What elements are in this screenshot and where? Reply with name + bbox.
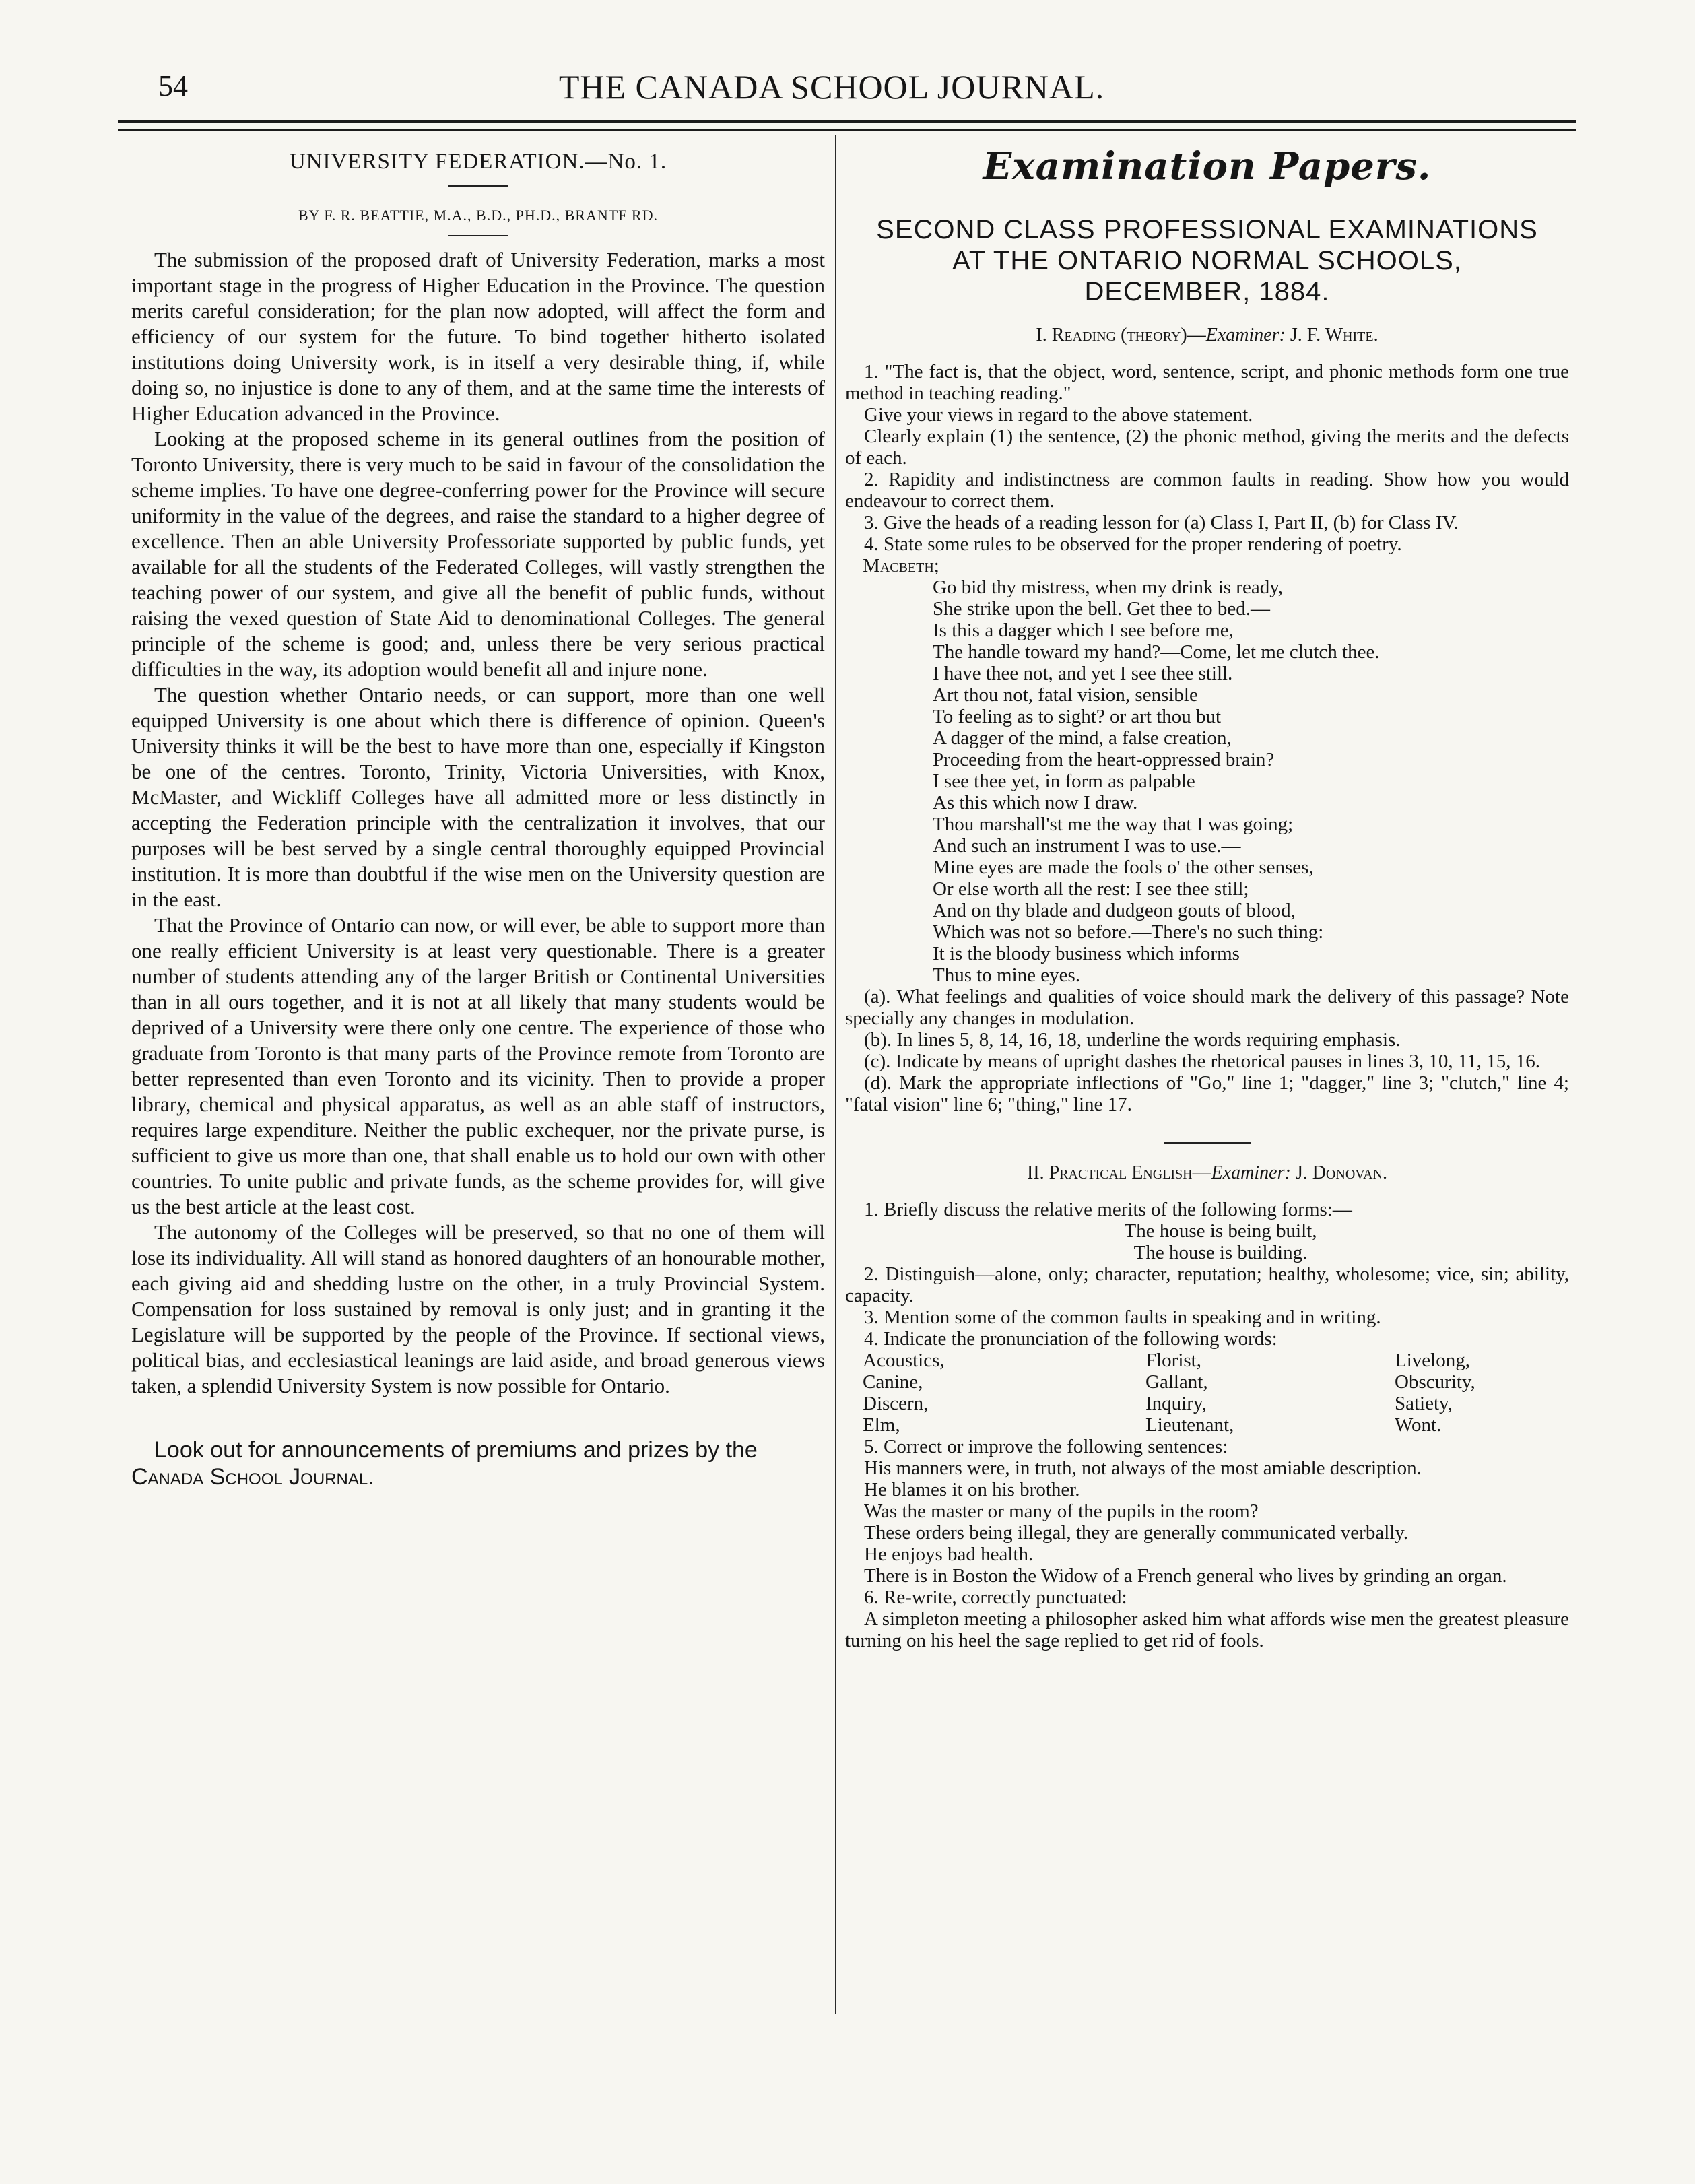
header-rule — [118, 120, 1576, 123]
macbeth-label: Macbeth; — [863, 555, 939, 576]
question: 2. Rapidity and indistinctness are common faults in reading. Show how you would endeavour to correct them. — [845, 469, 1569, 512]
verse-line: She strike upon the bell. Get thee to bed.— — [933, 598, 1270, 620]
question: 4. Indicate the pronunciation of the following words: — [864, 1328, 1277, 1350]
question: 1. "The fact is, that the object, word, sentence, script, and phonic methods form one true method in teaching reading." — [845, 361, 1569, 404]
verse-line: As this which now I draw. — [933, 792, 1138, 814]
article-title: UNIVERSITY FEDERATION.—No. 1. — [289, 150, 667, 174]
verse-line: It is the bloody business which informs — [933, 943, 1240, 964]
question: (d). Mark the appropriate inflections of "Go," line 1; "dagger," line 3; "clutch," line 4; "fatal vision" line 6; "thing," line 17. — [845, 1072, 1569, 1115]
reading-subtitle: (theory)— — [1121, 325, 1206, 345]
word: Discern, — [863, 1393, 929, 1414]
word: Livelong, — [1395, 1350, 1470, 1371]
question: Clearly explain (1) the sentence, (2) the phonic method, giving the merits and the defects of each. — [845, 426, 1569, 469]
word: Wont. — [1395, 1414, 1442, 1436]
article-body — [131, 247, 825, 1399]
paragraph: The question whether Ontario needs, or can support, more than one well equipped University is one about which there is difference of opinion. Queen's University thinks it will be the best to have more than one, especially if Kingston be one of the centres. Toronto, Trinity, Victoria Universities, with Knox, McMaster, and Wickliff Colleges have all admitted more or less distinctly in accepting the Federation principle with the centralization it involves, that our purposes will be best served by a single central thoroughly equipped Provincial institution. It is more than doubtful if the wise men on the University question are in the east. — [131, 683, 825, 911]
paragraph: That the Province of Ontario can now, or will ever, be able to support more than one really efficient University is at least very questionable. There is a greater number of students attending any of the larger British or Continental Universities than in all ours together, and it is not at all likely that many students would be deprived of a University were there only one centre. The experience of those who graduate from Toronto is that many parts of the Province remote from Toronto are better represented than even Toronto and its vicinity. Then to provide a proper library, chemical and physical apparatus, as well as an able staff of instructors, requires large expenditure. Neither the public exchequer, nor the private purse, is sufficient to give us more than one, that shall enable us to hold our own with other countries. To unite public and private funds, as the scheme provides for, will give us the best article at the least cost. — [131, 913, 825, 1218]
verse-line: Which was not so before.—There's no such thing: — [933, 921, 1324, 943]
right-column — [845, 141, 1569, 1651]
question: 1. Briefly discuss the relative merits of the following forms:— — [864, 1199, 1352, 1220]
verse-line: And on thy blade and dudgeon gouts of blood, — [933, 900, 1296, 921]
header-rule-thin — [118, 129, 1576, 131]
verse-line: Thou marshall'st me the way that I was going; — [933, 814, 1294, 835]
word: Acoustics, — [863, 1350, 945, 1371]
verse-line: I have thee not, and yet I see thee still. — [933, 663, 1233, 684]
sentence: Was the master or many of the pupils in the room? — [864, 1500, 1259, 1522]
page-header — [118, 62, 1546, 116]
reading-questions — [845, 361, 1569, 1115]
reading-section-head — [845, 325, 1569, 346]
column-divider — [835, 135, 836, 2014]
sentence: His manners were, in truth, not always of the most amiable description. — [864, 1457, 1422, 1479]
verse-line: To feeling as to sight? or art thou but — [933, 706, 1222, 727]
word: Elm, — [863, 1414, 900, 1436]
english-section-head — [845, 1162, 1569, 1184]
sentence: He enjoys bad health. — [864, 1544, 1034, 1565]
question: 3. Give the heads of a reading lesson for (a) Class I, Part II, (b) for Class IV. — [864, 512, 1459, 533]
byline-rule — [448, 235, 508, 236]
paragraph: Looking at the proposed scheme in its general outlines from the position of Toronto University, there is very much to be said in favour of the consolidation the scheme implies. To have one degree-conferring power for the Province will secure uniformity in the value of the degrees, and raise the standard to a higher degree of excellence. Then an able University Professoriate supported by public funds, yet available for all the students of the Federated Colleges, will vastly strengthen the teaching power of our system, and give all the benefit of public funds, without raising the vexed question of State Aid to denominational Colleges. The general principle of the scheme is good; and, unless there be very serious practical difficulties in the way, its adoption would benefit all and injure none. — [131, 427, 825, 681]
verse-line: And such an instrument I was to use.— — [933, 835, 1241, 857]
sentence: He blames it on his brother. — [864, 1479, 1080, 1500]
example-line: The house is being built, — [1124, 1220, 1317, 1242]
word: Inquiry, — [1145, 1393, 1207, 1414]
exam-heading-line: DECEMBER, 1884. — [1084, 277, 1330, 306]
verse-line: Or else worth all the rest: I see thee still; — [933, 878, 1249, 900]
verse-line: Thus to mine eyes. — [933, 964, 1081, 986]
exam-heading-line: SECOND CLASS PROFESSIONAL EXAMINATIONS — [876, 215, 1538, 244]
verse-line: The handle toward my hand?—Come, let me clutch thee. — [933, 641, 1380, 663]
example-forms — [872, 1220, 1569, 1263]
examiner-label: Examiner: — [1205, 325, 1286, 345]
word: Lieutenant, — [1145, 1414, 1234, 1436]
examiner-label: Examiner: — [1211, 1162, 1291, 1183]
word: Florist, — [1145, 1350, 1201, 1371]
verse-line: Is this a dagger which I see before me, — [933, 620, 1234, 641]
word: Gallant, — [1145, 1371, 1208, 1393]
promo-notice — [131, 1436, 825, 1490]
promo-journal: Canada School Journal. — [131, 1464, 374, 1490]
verse-line: Mine eyes are made the fools o' the other senses, — [933, 857, 1314, 878]
left-column — [131, 141, 825, 1490]
question: (a). What feelings and qualities of voice should mark the delivery of this passage? Note specially any changes in modulation. — [845, 986, 1569, 1029]
question: 6. Re-write, correctly punctuated: — [864, 1587, 1127, 1608]
verse-line: I see thee yet, in form as palpable — [933, 770, 1195, 792]
sentence: These orders being illegal, they are generally communicated verbally. — [864, 1522, 1409, 1544]
verse-passage — [933, 576, 1569, 986]
english-title: II. Practical English— — [1026, 1162, 1211, 1183]
reading-title: I. Reading — [1036, 325, 1117, 345]
question: (b). In lines 5, 8, 14, 16, 18, underline the words requiring emphasis. — [864, 1029, 1401, 1051]
paragraph: The submission of the proposed draft of University Federation, marks a most important stage in the progress of Higher Education in the Province. The question merits careful consideration; for the plan now adopted, will affect the form and efficiency of our system for the future. To bind together hitherto isolated institutions doing University work, is in itself a very desirable thing, if, while doing so, no injustice is done to any of them, and at the same time the interests of Higher Education advanced in the Province. — [131, 248, 825, 425]
verse-line: Proceeding from the heart-oppressed brain? — [933, 749, 1275, 770]
exam-heading — [845, 214, 1569, 307]
verse-line: A dagger of the mind, a false creation, — [933, 727, 1232, 749]
page-number: 54 — [158, 69, 188, 102]
question: 5. Correct or improve the following sentences: — [864, 1436, 1228, 1457]
examiner-name: J. F. White. — [1290, 325, 1378, 345]
journal-title: THE CANADA SCHOOL JOURNAL. — [558, 68, 1105, 106]
word: Canine, — [863, 1371, 923, 1393]
examiner-name: J. Donovan. — [1295, 1162, 1388, 1183]
question: (c). Indicate by means of upright dashes the rhetorical pauses in lines 3, 10, 11, 15, 16. — [864, 1051, 1540, 1072]
section-title: Examination Papers. — [983, 144, 1432, 189]
title-rule — [448, 185, 508, 187]
question: 2. Distinguish—alone, only; character, reputation; healthy, wholesome; vice, sin; ability, capacity. — [845, 1263, 1569, 1306]
sentence: A simpleton meeting a philosopher asked him what affords wise men the greatest pleasure turning on his heel the sage replied to get rid of fools. — [845, 1608, 1569, 1651]
paragraph: The autonomy of the Colleges will be preserved, so that no one of them will lose its individuality. All will stand as honored daughters of an honourable mother, each giving aid and shedding lustre on the other, in a truly Provincial System. Compensation for loss sustained by removal is only just; and in granting it the Legislature will be supported by the people of the Province. If sectional views, political bias, and ecclesiastical leanings are laid aside, and broad generous views taken, a splendid University System is now possible for Ontario. — [131, 1220, 825, 1397]
byline: BY F. R. BEATTIE, M.A., B.D., PH.D., BRANTF RD. — [298, 207, 658, 224]
verse-line: Go bid thy mistress, when my drink is ready, — [933, 576, 1284, 598]
section-rule — [1164, 1142, 1251, 1144]
pronunciation-words — [863, 1350, 1569, 1436]
word: Satiety, — [1395, 1393, 1453, 1414]
example-line: The house is building. — [1133, 1242, 1308, 1263]
english-questions — [845, 1199, 1569, 1651]
exam-heading-line: AT THE ONTARIO NORMAL SCHOOLS, — [952, 246, 1462, 275]
question: 3. Mention some of the common faults in speaking and in writing. — [864, 1306, 1381, 1328]
question: Give your views in regard to the above statement. — [864, 404, 1253, 426]
sentence: There is in Boston the Widow of a French general who lives by grinding an organ. — [864, 1565, 1507, 1587]
verse-line: Art thou not, fatal vision, sensible — [933, 684, 1198, 706]
promo-text: Look out for announcements of premiums and prizes by the — [154, 1437, 758, 1463]
word: Obscurity, — [1395, 1371, 1475, 1393]
question: 4. State some rules to be observed for the proper rendering of poetry. — [864, 533, 1402, 555]
